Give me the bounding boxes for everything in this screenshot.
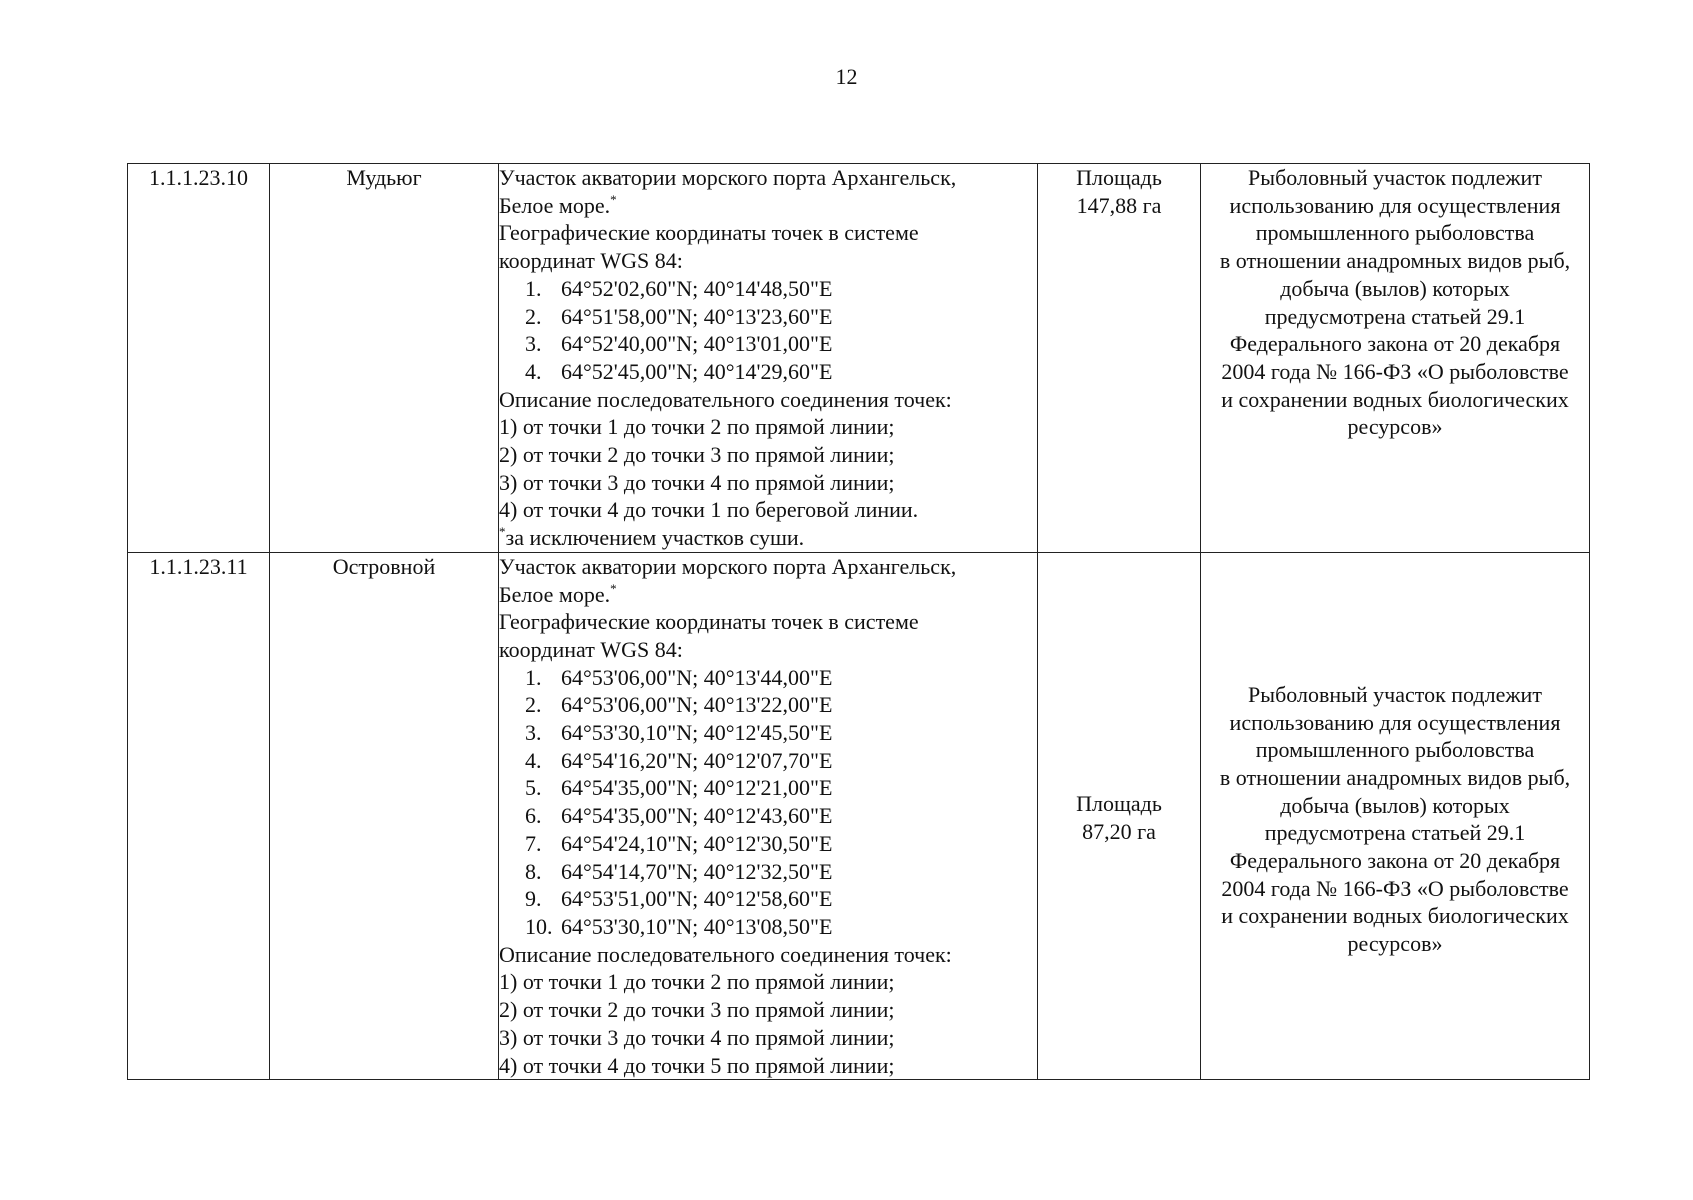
note-line: промышленного рыболовства xyxy=(1255,737,1535,763)
coords-intro: Географические координаты точек в системе xyxy=(499,220,919,246)
coordinate-item: 1. 64°53'06,00"N; 40°13'44,00"E xyxy=(525,664,833,690)
connection-title: Описание последовательного соединения точек: xyxy=(499,386,952,412)
note-line: добыча (вылов) которых xyxy=(1280,792,1510,818)
note-line: предусмотрена статьей 29.1 xyxy=(1264,303,1526,329)
table-row xyxy=(128,552,1590,1079)
coordinate-item: 2. 64°51'58,00"N; 40°13'23,60"E xyxy=(525,303,833,329)
area-size-cell xyxy=(1038,552,1201,1079)
connection-item: 1) от точки 1 до точки 2 по прямой линии; xyxy=(499,969,895,995)
note-line: ресурсов» xyxy=(1347,931,1443,957)
area-note-cell xyxy=(1201,164,1590,553)
note-line: 2004 года № 166-ФЗ «О рыболовстве xyxy=(1221,875,1569,901)
coordinate-item: 2. 64°53'06,00"N; 40°13'22,00"E xyxy=(525,692,833,718)
note-line: в отношении анадромных видов рыб, xyxy=(1219,248,1571,274)
note-line: и сохранении водных биологических xyxy=(1221,386,1569,412)
area-id-cell: 1.1.1.23.10 xyxy=(128,164,270,553)
connection-item: 3) от точки 3 до точки 4 по прямой линии; xyxy=(499,1024,895,1050)
area-note-cell xyxy=(1201,552,1590,1079)
coordinate-item: 3. 64°52'40,00"N; 40°13'01,00"E xyxy=(525,331,833,357)
footnote: *за исключением участков суши. xyxy=(499,524,805,551)
connection-item: 3) от точки 3 до точки 4 по прямой линии; xyxy=(499,469,895,495)
note-line: предусмотрена статьей 29.1 xyxy=(1264,820,1526,846)
area-description-cell xyxy=(499,552,1038,1079)
connection-item: 4) от точки 4 до точки 5 по прямой линии; xyxy=(499,1052,895,1078)
table-row xyxy=(128,164,1590,553)
connection-item: 2) от точки 2 до точки 3 по прямой линии; xyxy=(499,442,895,468)
coords-intro: Географические координаты точек в системе xyxy=(499,609,919,635)
coordinate-item: 7. 64°54'24,10"N; 40°12'30,50"E xyxy=(525,830,833,856)
connection-item: 4) от точки 4 до точки 1 по береговой линии. xyxy=(499,497,919,523)
area-label: Площадь xyxy=(1076,165,1162,190)
coordinate-item: 4. 64°54'16,20"N; 40°12'07,70"E xyxy=(525,747,833,773)
note-line: промышленного рыболовства xyxy=(1255,220,1535,246)
note-line: и сохранении водных биологических xyxy=(1221,903,1569,929)
coordinate-item: 5. 64°54'35,00"N; 40°12'21,00"E xyxy=(525,775,833,801)
note-line: Федерального закона от 20 декабря xyxy=(1229,331,1561,357)
area-name-cell: Островной xyxy=(270,552,499,1079)
description-title: Участок акватории морского порта Архангельск, xyxy=(499,165,957,190)
coords-intro-cont: координат WGS 84: xyxy=(499,248,683,274)
area-description-cell xyxy=(499,164,1038,553)
description-title: Участок акватории морского порта Архангельск, xyxy=(499,553,957,579)
note-line: использованию для осуществления xyxy=(1229,709,1561,735)
area-size-cell xyxy=(1038,164,1201,553)
coordinate-item: 8. 64°54'14,70"N; 40°12'32,50"E xyxy=(525,858,833,884)
area-name-cell: Мудьюг xyxy=(270,164,499,553)
note-line: в отношении анадромных видов рыб, xyxy=(1219,764,1571,790)
area-label: Площадь xyxy=(1076,790,1162,816)
note-line: использованию для осуществления xyxy=(1229,192,1561,218)
area-id-cell: 1.1.1.23.11 xyxy=(128,552,270,1079)
page-number: 12 xyxy=(835,64,858,89)
description-title-cont: Белое море.* xyxy=(499,191,617,218)
note-line: Рыболовный участок подлежит xyxy=(1248,165,1542,190)
coordinate-item: 6. 64°54'35,00"N; 40°12'43,60"E xyxy=(525,803,833,829)
coordinate-item: 4. 64°52'45,00"N; 40°14'29,60"E xyxy=(525,358,833,384)
coords-intro-cont: координат WGS 84: xyxy=(499,636,683,662)
description-title-cont: Белое море.* xyxy=(499,580,617,607)
note-line: 2004 года № 166-ФЗ «О рыболовстве xyxy=(1221,358,1569,384)
connection-item: 1) от точки 1 до точки 2 по прямой линии; xyxy=(499,414,895,440)
area-value: 87,20 га xyxy=(1082,818,1156,844)
coordinate-item: 3. 64°53'30,10"N; 40°12'45,50"E xyxy=(525,720,833,746)
note-line: ресурсов» xyxy=(1347,414,1443,440)
note-line: Рыболовный участок подлежит xyxy=(1248,681,1542,707)
note-line: Федерального закона от 20 декабря xyxy=(1229,848,1561,874)
note-line: добыча (вылов) которых xyxy=(1280,275,1510,301)
connection-item: 2) от точки 2 до точки 3 по прямой линии; xyxy=(499,997,895,1023)
area-value: 147,88 га xyxy=(1076,192,1162,218)
coordinate-item: 9. 64°53'51,00"N; 40°12'58,60"E xyxy=(525,886,833,912)
fishing-areas-table xyxy=(127,163,1590,1080)
connection-title: Описание последовательного соединения точек: xyxy=(499,941,952,967)
coordinate-item: 10. 64°53'30,10"N; 40°13'08,50"E xyxy=(525,913,833,939)
coordinate-item: 1. 64°52'02,60"N; 40°14'48,50"E xyxy=(525,275,833,301)
